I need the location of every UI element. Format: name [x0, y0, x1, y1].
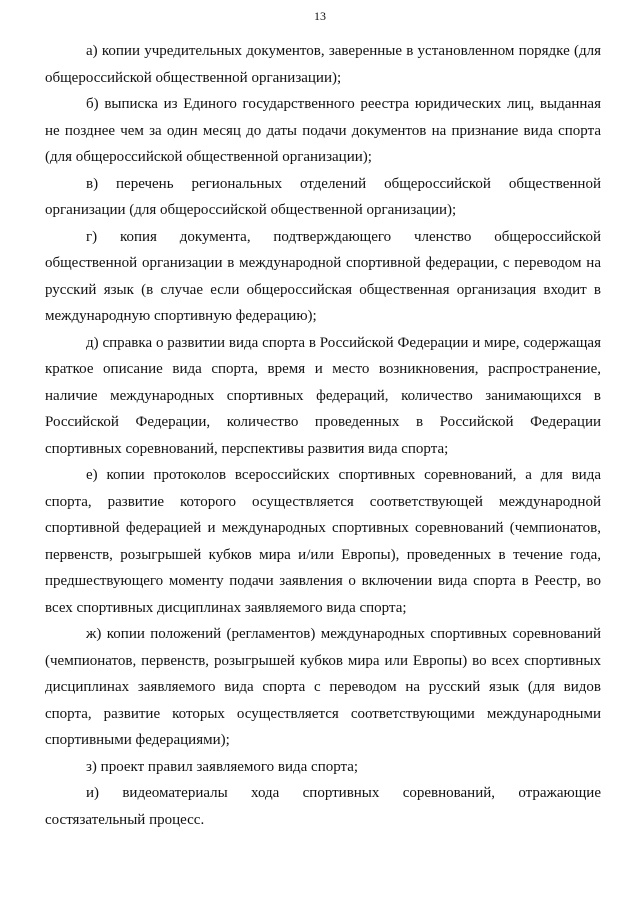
list-item-zh: ж) копии положений (регламентов) международных спортивных соревнований (чемпионатов, первенств, розыгрышей кубков мира или Европы) во всех спортивных дисциплинах заявляемого вида спорта с переводом на русский язык (для видов спорта, развитие которых осуществляется соответствующими международными спортивными федерациями);	[45, 626, 601, 748]
list-item-v: в) перечень региональных отделений общероссийской общественной организации (для общероссийской общественной организации);	[45, 175, 601, 218]
list-item-b: б) выписка из Единого государственного реестра юридических лиц, выданная не позднее чем за один месяц до даты подачи документов на признание вида спорта (для общероссийской общественной организации);	[45, 96, 601, 165]
document-body	[45, 38, 601, 833]
list-item-d: д) справка о развитии вида спорта в Российской Федерации и мире, содержащая краткое описание вида спорта, время и место возникновения, распространение, наличие международных спортивных федераций, количество занимающихся в Российской Федерации, количество проведенных в Российской Федерации спортивных соревнований, перспективы развития вида спорта;	[45, 334, 601, 457]
list-item-i: и) видеоматериалы хода спортивных соревнований, отражающие состязательный процесс.	[45, 785, 601, 828]
list-item-a: а) копии учредительных документов, заверенные в установленном порядке (для общероссийской общественной организации);	[45, 43, 601, 86]
page-number: 13	[314, 9, 326, 23]
list-item-z: з) проект правил заявляемого вида спорта;	[86, 758, 359, 775]
list-item-g: г) копия документа, подтверждающего членство общероссийской общественной организации в международной спортивной федерации, с переводом на русский язык (в случае если общероссийская общественная организация входит в международную спортивную федерацию);	[45, 228, 601, 324]
list-item-e: е) копии протоколов всероссийских спортивных соревнований, а для вида спорта, развитие которого осуществляется соответствующей международной спортивной федерацией и международных спортивных соревнований (чемпионатов, первенств, розыгрышей кубков мира и/или Европы), проведенных в течение года, предшествующего моменту подачи заявления о включении вида спорта в Реестр, во всех спортивных дисциплинах заявляемого вида спорта;	[45, 467, 601, 616]
